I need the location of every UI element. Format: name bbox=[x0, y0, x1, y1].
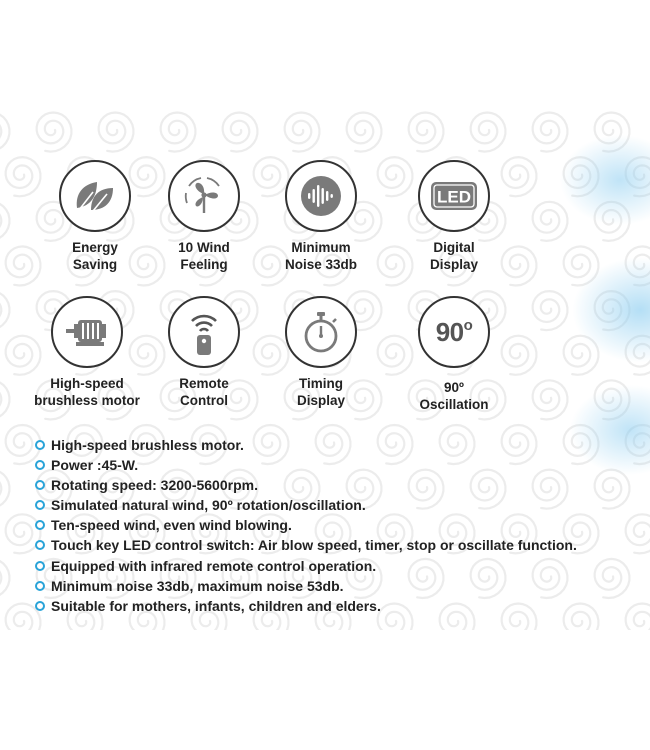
led-icon-text: LED bbox=[437, 187, 471, 207]
feature-label bbox=[144, 239, 264, 273]
swirl-decoration bbox=[0, 113, 9, 152]
feature-icon-circle bbox=[418, 296, 490, 368]
spec-text: Minimum noise 33db, maximum noise 53db. bbox=[51, 577, 344, 594]
feature-label-line: Minimum bbox=[291, 240, 351, 255]
feature-icon-circle bbox=[285, 160, 357, 232]
swirl-decoration bbox=[0, 559, 9, 598]
swirl-decoration bbox=[626, 604, 650, 631]
spec-text: Equipped with infrared remote control operation. bbox=[51, 557, 377, 574]
feature-label-line: Digital bbox=[433, 240, 475, 255]
swirl-decoration bbox=[471, 113, 506, 152]
feature-label-line: Saving bbox=[72, 257, 118, 272]
feature-label-line: High-speed bbox=[50, 376, 124, 391]
spec-item bbox=[35, 435, 577, 455]
spec-text: Ten-speed wind, even wind blowing. bbox=[51, 517, 292, 534]
feature-label bbox=[261, 239, 381, 273]
spec-text: Suitable for mothers, infants, children and elders. bbox=[51, 597, 381, 614]
feature-icon-circle bbox=[418, 160, 490, 232]
bullet-circle-icon bbox=[35, 460, 45, 470]
spec-text: Touch key LED control switch: Air blow speed, timer, stop or oscillate function. bbox=[51, 537, 577, 554]
feature-icon-circle bbox=[168, 296, 240, 368]
specs-list bbox=[35, 435, 577, 616]
spec-item bbox=[35, 495, 577, 515]
bullet-circle-icon bbox=[35, 520, 45, 530]
fan-icon bbox=[181, 173, 227, 219]
feature-label-line: Display bbox=[296, 393, 346, 408]
feature-label-line: Remote bbox=[179, 376, 229, 391]
led-display-icon bbox=[429, 180, 479, 212]
swirl-decoration bbox=[595, 559, 630, 598]
oscillation-90-icon bbox=[436, 317, 473, 348]
feature-label bbox=[394, 239, 514, 273]
swirl-decoration bbox=[37, 113, 72, 152]
leaf-icon bbox=[73, 178, 117, 214]
spec-text: High-speed brushless motor. bbox=[51, 437, 244, 453]
spec-item bbox=[35, 576, 577, 596]
feature-brushless-motor bbox=[27, 296, 147, 409]
spec-text: Simulated natural wind, 90º rotation/oscillation. bbox=[51, 497, 366, 514]
bullet-circle-icon bbox=[35, 500, 45, 510]
feature-icon-circle bbox=[168, 160, 240, 232]
feature-icon-circle bbox=[51, 296, 123, 368]
spec-text: Power :45-W. bbox=[51, 457, 139, 474]
swirl-decoration bbox=[347, 113, 382, 152]
swirl-decoration bbox=[0, 291, 9, 330]
swirl-decoration bbox=[161, 113, 196, 152]
feature-label-line: 90º bbox=[444, 380, 464, 395]
feature-label bbox=[35, 239, 155, 273]
feature-label-line: Control bbox=[180, 393, 228, 408]
feature-label-line: Energy bbox=[72, 240, 118, 255]
bullet-circle-icon bbox=[35, 440, 45, 450]
oscillation-icon-degree: o bbox=[463, 316, 473, 334]
swirl-decoration bbox=[285, 113, 320, 152]
feature-label-line: Feeling bbox=[180, 257, 228, 272]
swirl-decoration bbox=[626, 514, 650, 553]
feature-label bbox=[261, 375, 381, 409]
swirl-decoration bbox=[409, 113, 444, 152]
spec-item bbox=[35, 475, 577, 495]
sound-wave-icon bbox=[299, 174, 343, 218]
bullet-circle-icon bbox=[35, 480, 45, 490]
spec-text: Rotating speed: 3200-5600rpm. bbox=[51, 477, 258, 494]
swirl-decoration bbox=[223, 113, 258, 152]
swirl-decoration bbox=[0, 202, 9, 241]
feature-label-line: 10 Wind bbox=[178, 240, 230, 255]
swirl-decoration bbox=[99, 113, 134, 152]
feature-label-line: Timing bbox=[298, 376, 343, 391]
bullet-circle-icon bbox=[35, 540, 45, 550]
spec-item bbox=[35, 556, 577, 576]
feature-label bbox=[394, 379, 514, 413]
feature-icon-circle bbox=[59, 160, 131, 232]
bullet-circle-icon bbox=[35, 601, 45, 611]
swirl-decoration bbox=[0, 380, 9, 419]
swirl-decoration bbox=[0, 470, 9, 509]
feature-label-line: Noise 33db bbox=[284, 257, 358, 272]
stopwatch-icon bbox=[300, 309, 342, 355]
feature-label-line: Display bbox=[429, 257, 479, 272]
oscillation-icon-number: 90 bbox=[435, 316, 464, 347]
feature-minimum-noise bbox=[261, 160, 381, 273]
spec-item bbox=[35, 455, 577, 475]
feature-remote-control bbox=[144, 296, 264, 409]
bullet-circle-icon bbox=[35, 561, 45, 571]
feature-label-line: Oscillation bbox=[419, 397, 489, 412]
feature-label bbox=[144, 375, 264, 409]
motor-icon bbox=[64, 314, 110, 350]
feature-label-line: brushless motor bbox=[34, 393, 140, 408]
feature-label bbox=[27, 375, 147, 409]
spec-item bbox=[35, 596, 577, 616]
feature-wind-feeling bbox=[144, 160, 264, 273]
bullet-circle-icon bbox=[35, 581, 45, 591]
spec-item bbox=[35, 535, 577, 555]
feature-icon-circle bbox=[285, 296, 357, 368]
remote-control-icon bbox=[184, 308, 224, 356]
feature-energy-saving bbox=[35, 160, 155, 273]
feature-digital-display bbox=[394, 160, 514, 273]
feature-oscillation bbox=[394, 296, 514, 413]
spec-item bbox=[35, 515, 577, 535]
feature-timing-display bbox=[261, 296, 381, 409]
